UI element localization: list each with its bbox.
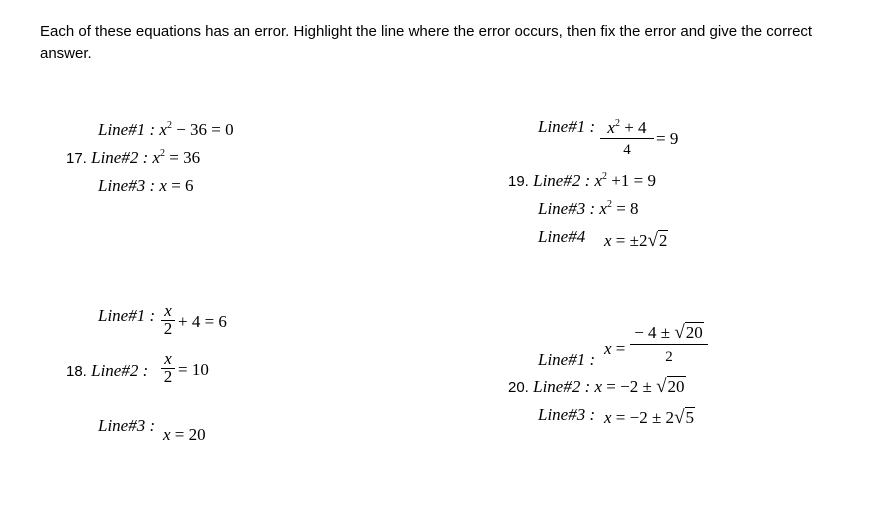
p19-line2-rest: +1 = 9 — [607, 171, 656, 190]
problem-number-18: 18. — [66, 363, 87, 380]
p17-line2-rest: = 36 — [165, 148, 201, 167]
p20-line2-radical — [656, 377, 685, 397]
p18-line2-numerator: x — [164, 349, 172, 368]
p18-line3-rest: = 20 — [170, 425, 206, 444]
p18-line1-rest: + 4 = 6 — [178, 312, 227, 331]
p18-line1-label: Line#1 : — [98, 306, 156, 325]
instructions-text: Each of these equations has an error. Highlight the line where the error occurs, then fix the error and give the correct answer. — [40, 23, 813, 62]
p19-line1-denominator: 4 — [600, 138, 654, 161]
p17-line1-var: x — [159, 120, 167, 139]
p19-line2-label: Line#2 : — [533, 171, 591, 190]
p20-line2-mid: = −2 ± — [602, 377, 657, 396]
p19-line3-exp: 2 — [606, 199, 612, 210]
sqrt-symbol-icon: √ — [647, 230, 658, 251]
p19-line1-numerator: $x^2 + 4$ — [607, 118, 647, 137]
p19-line4-eq — [604, 231, 668, 251]
problem-number-20: 20. — [508, 379, 529, 396]
p17-line1-rest: − 36 = 0 — [171, 120, 234, 139]
p19-line4-radicand: 2 — [658, 231, 668, 250]
p20-line2 — [508, 377, 686, 398]
p20-line1-fraction — [630, 322, 708, 369]
p19-line4-label-wrap — [538, 227, 585, 247]
p18-line3-label-wrap — [98, 416, 155, 436]
p18-line2-label: Line#2 : — [91, 361, 149, 380]
p20-line2-radicand: 20 — [667, 377, 685, 396]
p18-line1-label-wrap — [98, 306, 155, 326]
p20-line1-lhs — [604, 339, 625, 359]
p17-line2-var: x — [152, 148, 161, 167]
p18-line2-fraction — [161, 350, 175, 385]
p20-line2-label: Line#2 : — [533, 377, 591, 396]
p20-line3-label-wrap — [538, 405, 595, 425]
p19-line4-label: Line#4 — [538, 227, 586, 246]
p19-line2 — [508, 171, 656, 192]
p19-line3-label: Line#3 : — [538, 199, 596, 218]
p18-line3-label: Line#3 : — [98, 416, 156, 435]
p19-line1-label: Line#1 : — [538, 117, 596, 136]
p19-line1-rest: = 9 — [656, 129, 679, 148]
p20-line1-numerator: − 4 ± √20 — [634, 322, 703, 343]
sqrt-symbol-icon: √ — [674, 322, 685, 343]
p19-line2-exp: 2 — [602, 171, 608, 182]
p20-line3-label: Line#3 : — [538, 405, 596, 424]
p17-line3-rest: = 6 — [166, 176, 194, 195]
p20-line3-eq — [604, 408, 695, 428]
p20-line1-var: x — [604, 339, 612, 358]
p20-line1-label-wrap — [538, 350, 595, 370]
p20-line3-mid: = −2 ± 2 — [611, 408, 675, 427]
p17-line3-var: x — [159, 176, 167, 195]
p18-line1-fraction — [161, 302, 175, 337]
p19-line3-var: x — [599, 199, 607, 218]
p18-line2-denominator: 2 — [161, 368, 175, 385]
p18-line1-denominator: 2 — [161, 320, 175, 337]
p19-line4-var: x — [604, 231, 612, 250]
p17-line2 — [66, 148, 200, 169]
p20-line3-radicand: 5 — [685, 408, 694, 427]
sqrt-symbol-icon: √ — [674, 407, 685, 428]
p17-line3-label: Line#3 : — [98, 176, 156, 195]
p19-line1-fraction — [600, 118, 654, 161]
p20-line1-denominator: 2 — [630, 344, 708, 369]
p18-line1-numerator: x — [164, 301, 172, 320]
p20-line3-radical — [674, 408, 695, 428]
p17-line2-exp: 2 — [160, 148, 166, 159]
p19-line4-radical — [647, 231, 668, 251]
p19-line2-var: x — [594, 171, 603, 190]
p20-line3-var: x — [604, 408, 612, 427]
sqrt-symbol-icon: √ — [656, 376, 667, 397]
p18-line3-var: x — [163, 425, 171, 444]
p17-line1 — [98, 120, 234, 140]
p20-line1-mid: = — [611, 339, 626, 358]
p19-line3-rest: = 8 — [611, 199, 639, 218]
p18-line2-label-wrap — [66, 361, 148, 382]
p17-line1-exp: 2 — [166, 120, 172, 131]
p19-line1-label-wrap — [538, 117, 595, 137]
p18-line3-eq — [163, 425, 206, 445]
p18-line2-rest: = 10 — [178, 360, 209, 379]
problem-number-17: 17. — [66, 150, 87, 167]
p19-line4-mid: = ±2 — [611, 231, 648, 250]
problem-number-19: 19. — [508, 173, 529, 190]
p17-line2-label: Line#2 : — [91, 148, 149, 167]
p20-line2-var: x — [594, 377, 603, 396]
p19-line3 — [538, 199, 639, 219]
p17-line3 — [98, 176, 194, 196]
p20-line1-label: Line#1 : — [538, 350, 596, 369]
p17-line1-label: Line#1 : — [98, 120, 156, 139]
